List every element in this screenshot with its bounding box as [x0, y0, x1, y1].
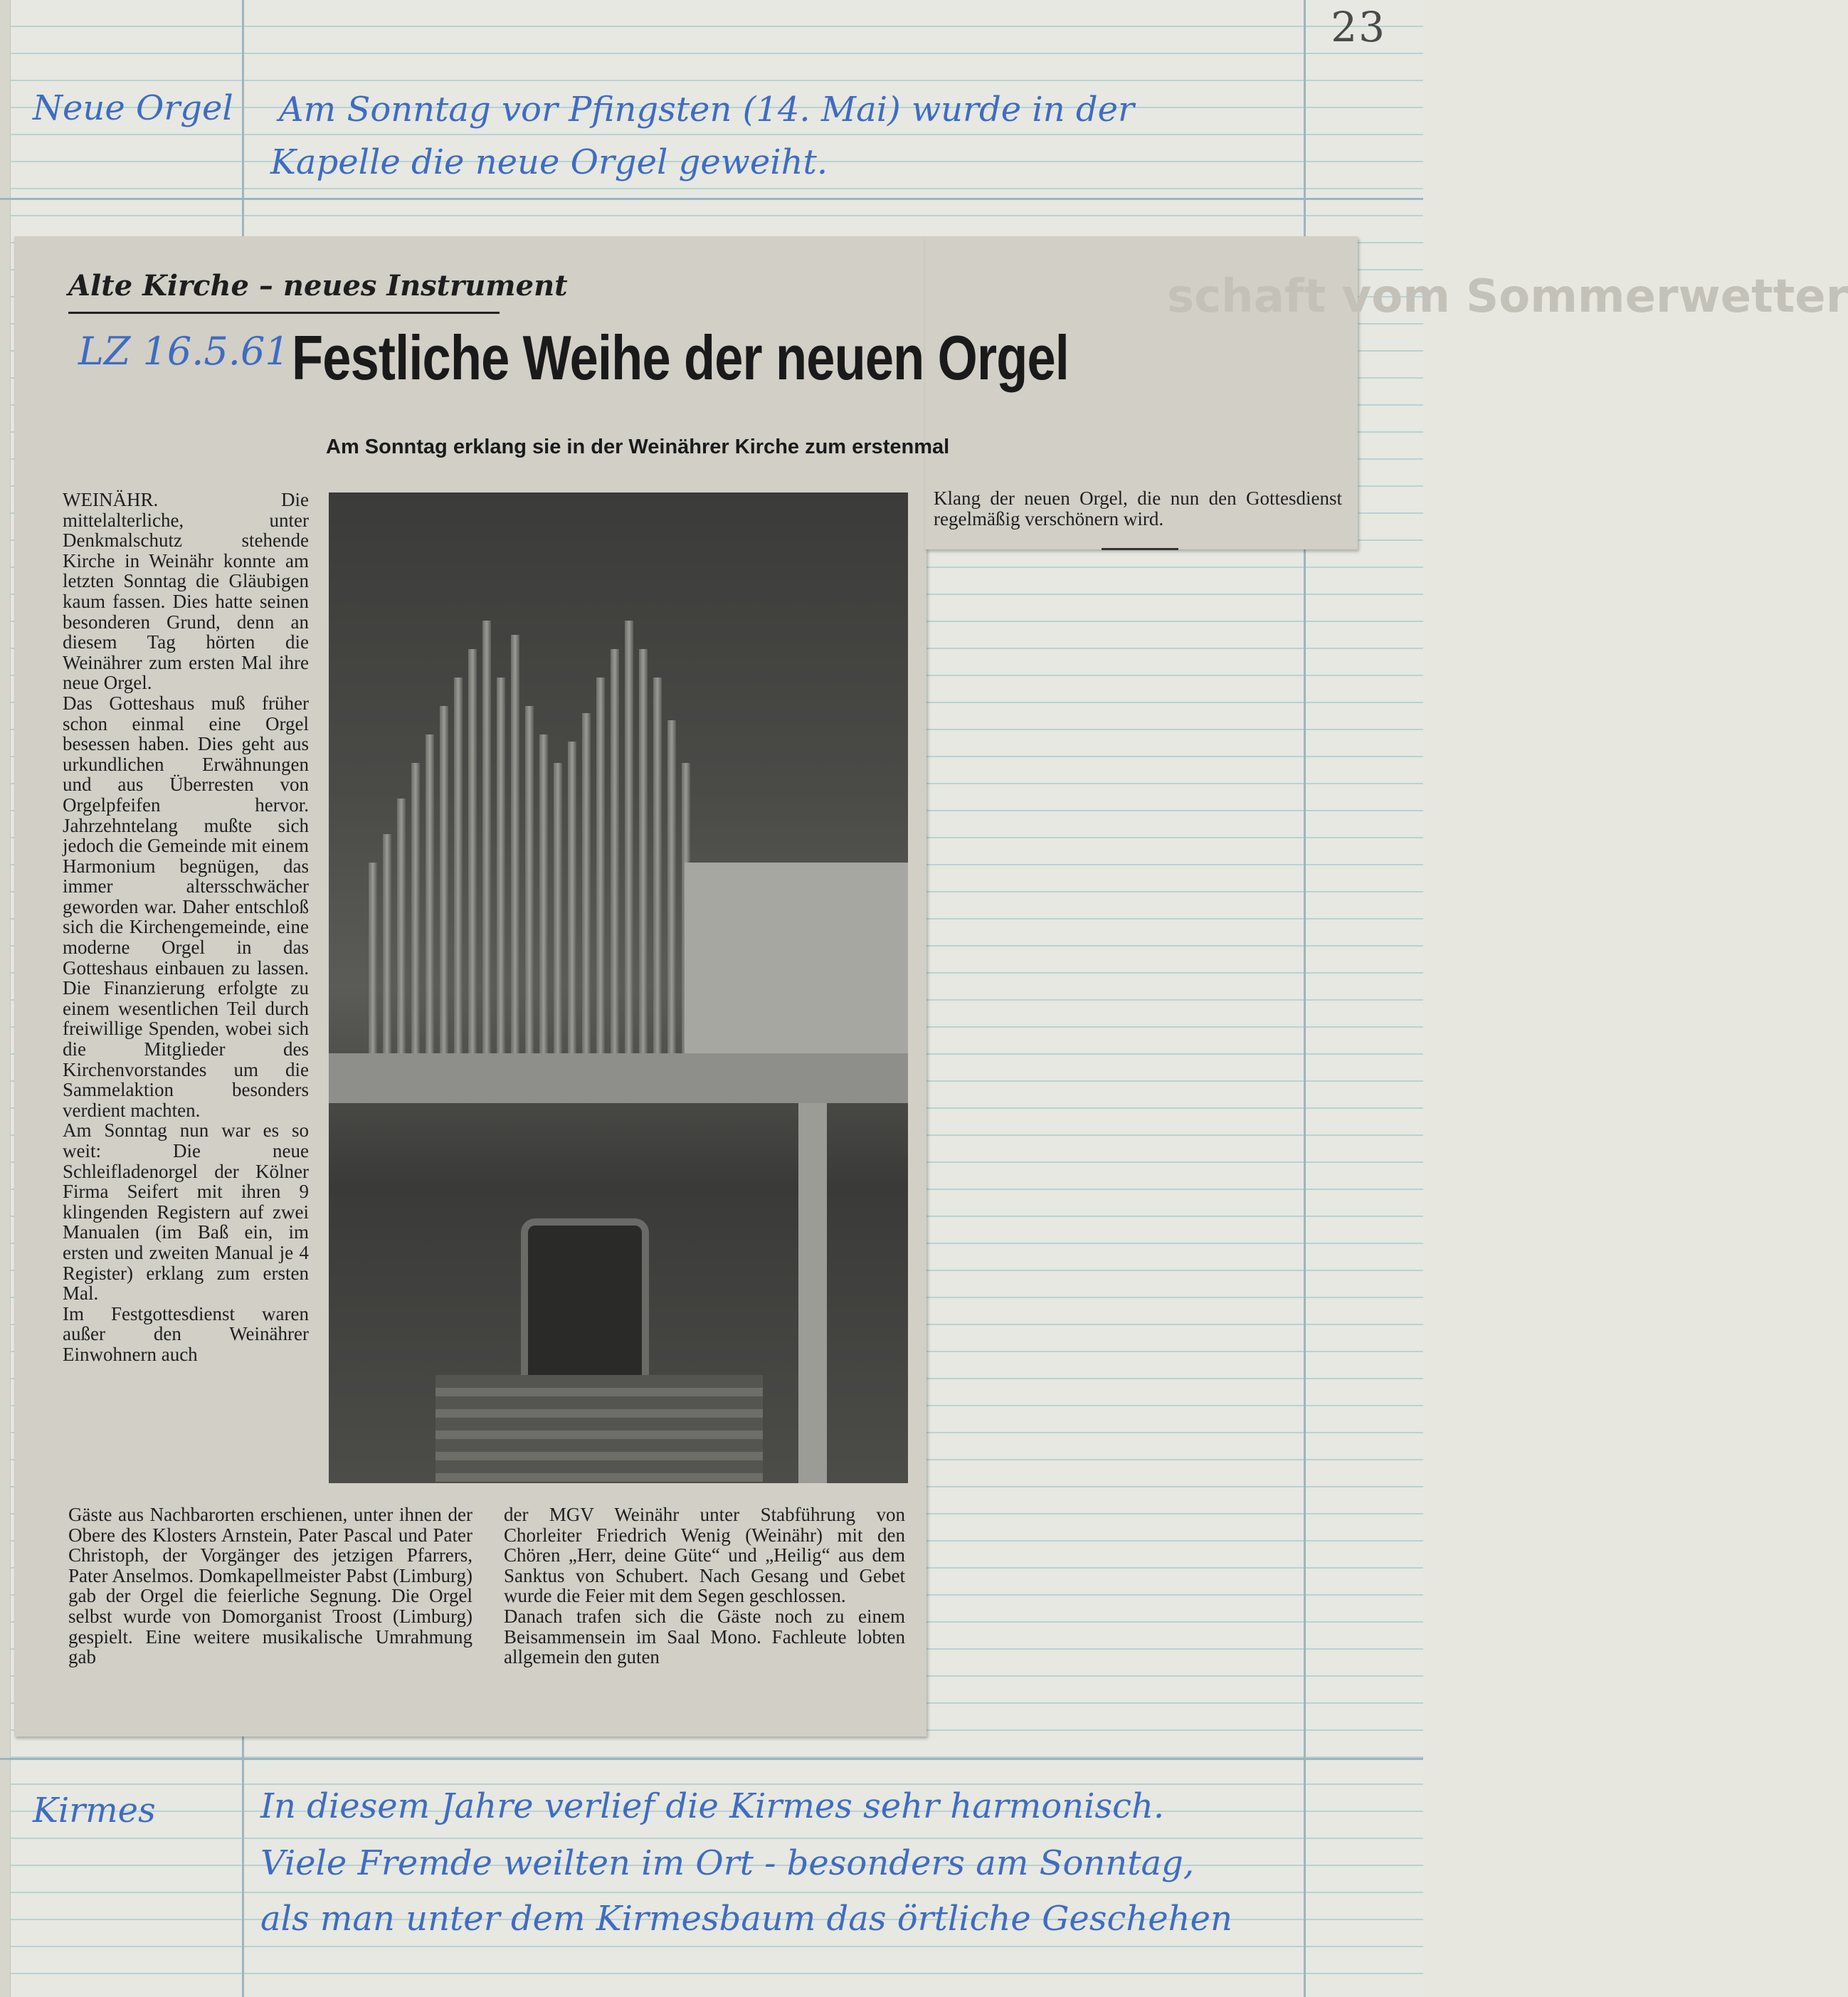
- church-steps: [435, 1375, 763, 1482]
- gallery-column: [798, 1103, 827, 1483]
- article-continuation: Klang der neuen Orgel, die nun den Gottesdienst regelmäßig verschönern wird.: [934, 488, 1342, 529]
- organ-pipes: [361, 578, 707, 1076]
- article-column-bottom-right: der MGV Weinähr unter Stabführung von Chorleiter Friedrich Wenig (Weinähr) mit den Chören „Herr, deine Güte“ und „Heilig“ aus dem Sanktus von Schubert. Nach Gesang und Gebet wurde die Feier mit dem Segen geschlossen. Danach trafen sich die Gäste noch zu einem Beisammensein im Saal Mono. Fachleute lobten allgemein den guten: [504, 1504, 905, 1668]
- page-number: 23: [1331, 3, 1386, 51]
- handwritten-source-note: LZ 16.5.61: [78, 329, 290, 374]
- article-column-bottom-left: Gäste aus Nachbarorten erschienen, unter ihnen der Obere des Klosters Arnstein, Pater Pascal und Pater Christoph, der Vorgänger des jetzigen Pfarrers, Pater Anselmos. Domkapellmeister Pabst (Limburg) gab der Orgel die feierliche Segnung. Die Orgel selbst wurde von Domorganist Troost (Limburg) gespielt. Eine weitere musikalische Umrahmung gab: [68, 1504, 472, 1668]
- page-binding-edge: [0, 0, 11, 1997]
- entry-text-line: In diesem Jahre verlief die Kirmes sehr harmonisch.: [260, 1786, 1165, 1826]
- article-column-left: WEINÄHR. Die mittelalterliche, unter Denkmalschutz stehende Kirche in Weinähr konnte am letzten Sonntag die Gläubigen kaum fassen. Dies hatte seinen besonderen Grund, denn an diesem Tag hörten die Weinährer zum ersten Mal ihre neue Orgel. Das Gotteshaus muß früher schon einmal eine Orgel besessen haben. Dies geht aus urkundlichen Erwähnungen und aus Überresten von Orgelpfeifen hervor. Jahrzehntelang mußte sich jedoch die Gemeinde mit einem Harmonium begnügen, das immer altersschwächer geworden war. Daher entschloß sich die Kirchengemeinde, eine moderne Orgel in das Gotteshaus einbauen zu lassen. Die Finanzierung erfolgte zu einem wesentlichen Teil durch freiwillige Spenden, wobei sich die Mitglieder des Kirchenvorstandes um die Sammelaktion besonders verdient machten. Am Sonntag nun war es so weit: Die neue Schleifladenorgel der Kölner Firma Seifert mit ihren 9 klingenden Registern auf zwei Manualen (im Baß ein, im ersten und zweiten Manual je 4 Register) erklang zum ersten Mal. Im Festgottesdienst waren außer den Weinährer Einwohnern auch: [63, 489, 309, 1365]
- entry-text-line: Viele Fremde weilten im Ort - besonders am Sonntag,: [260, 1843, 1195, 1883]
- entry-text-line: Kapelle die neue Orgel geweiht.: [270, 142, 828, 182]
- entry-text-line: Am Sonntag vor Pfingsten (14. Mai) wurde in der: [279, 90, 1134, 130]
- clipping-subheadline: Am Sonntag erklang sie in der Weinährer Kirche zum erstenmal: [326, 436, 950, 458]
- clipping-kicker: Alte Kirche – neues Instrument: [68, 269, 568, 302]
- kicker-underline: [68, 312, 500, 314]
- continuation-end-rule: [1102, 548, 1178, 550]
- organ-gallery: [329, 1053, 908, 1103]
- gallery-wall: [685, 863, 908, 1055]
- bleed-through-text: schaft vom Sommerwetter: [1167, 270, 1848, 323]
- entry-separator-top: [0, 198, 1423, 200]
- entry-separator-bottom: [0, 1758, 1423, 1760]
- entry-label-neue-orgel: Neue Orgel: [33, 88, 233, 128]
- organ-photo: [329, 492, 908, 1483]
- entry-text-line: als man unter dem Kirmesbaum das örtliche Geschehen: [260, 1899, 1232, 1939]
- clipping-headline: Festliche Weihe der neuen Orgel: [292, 322, 1070, 393]
- church-doorway: [521, 1218, 649, 1382]
- entry-label-kirmes: Kirmes: [33, 1791, 156, 1830]
